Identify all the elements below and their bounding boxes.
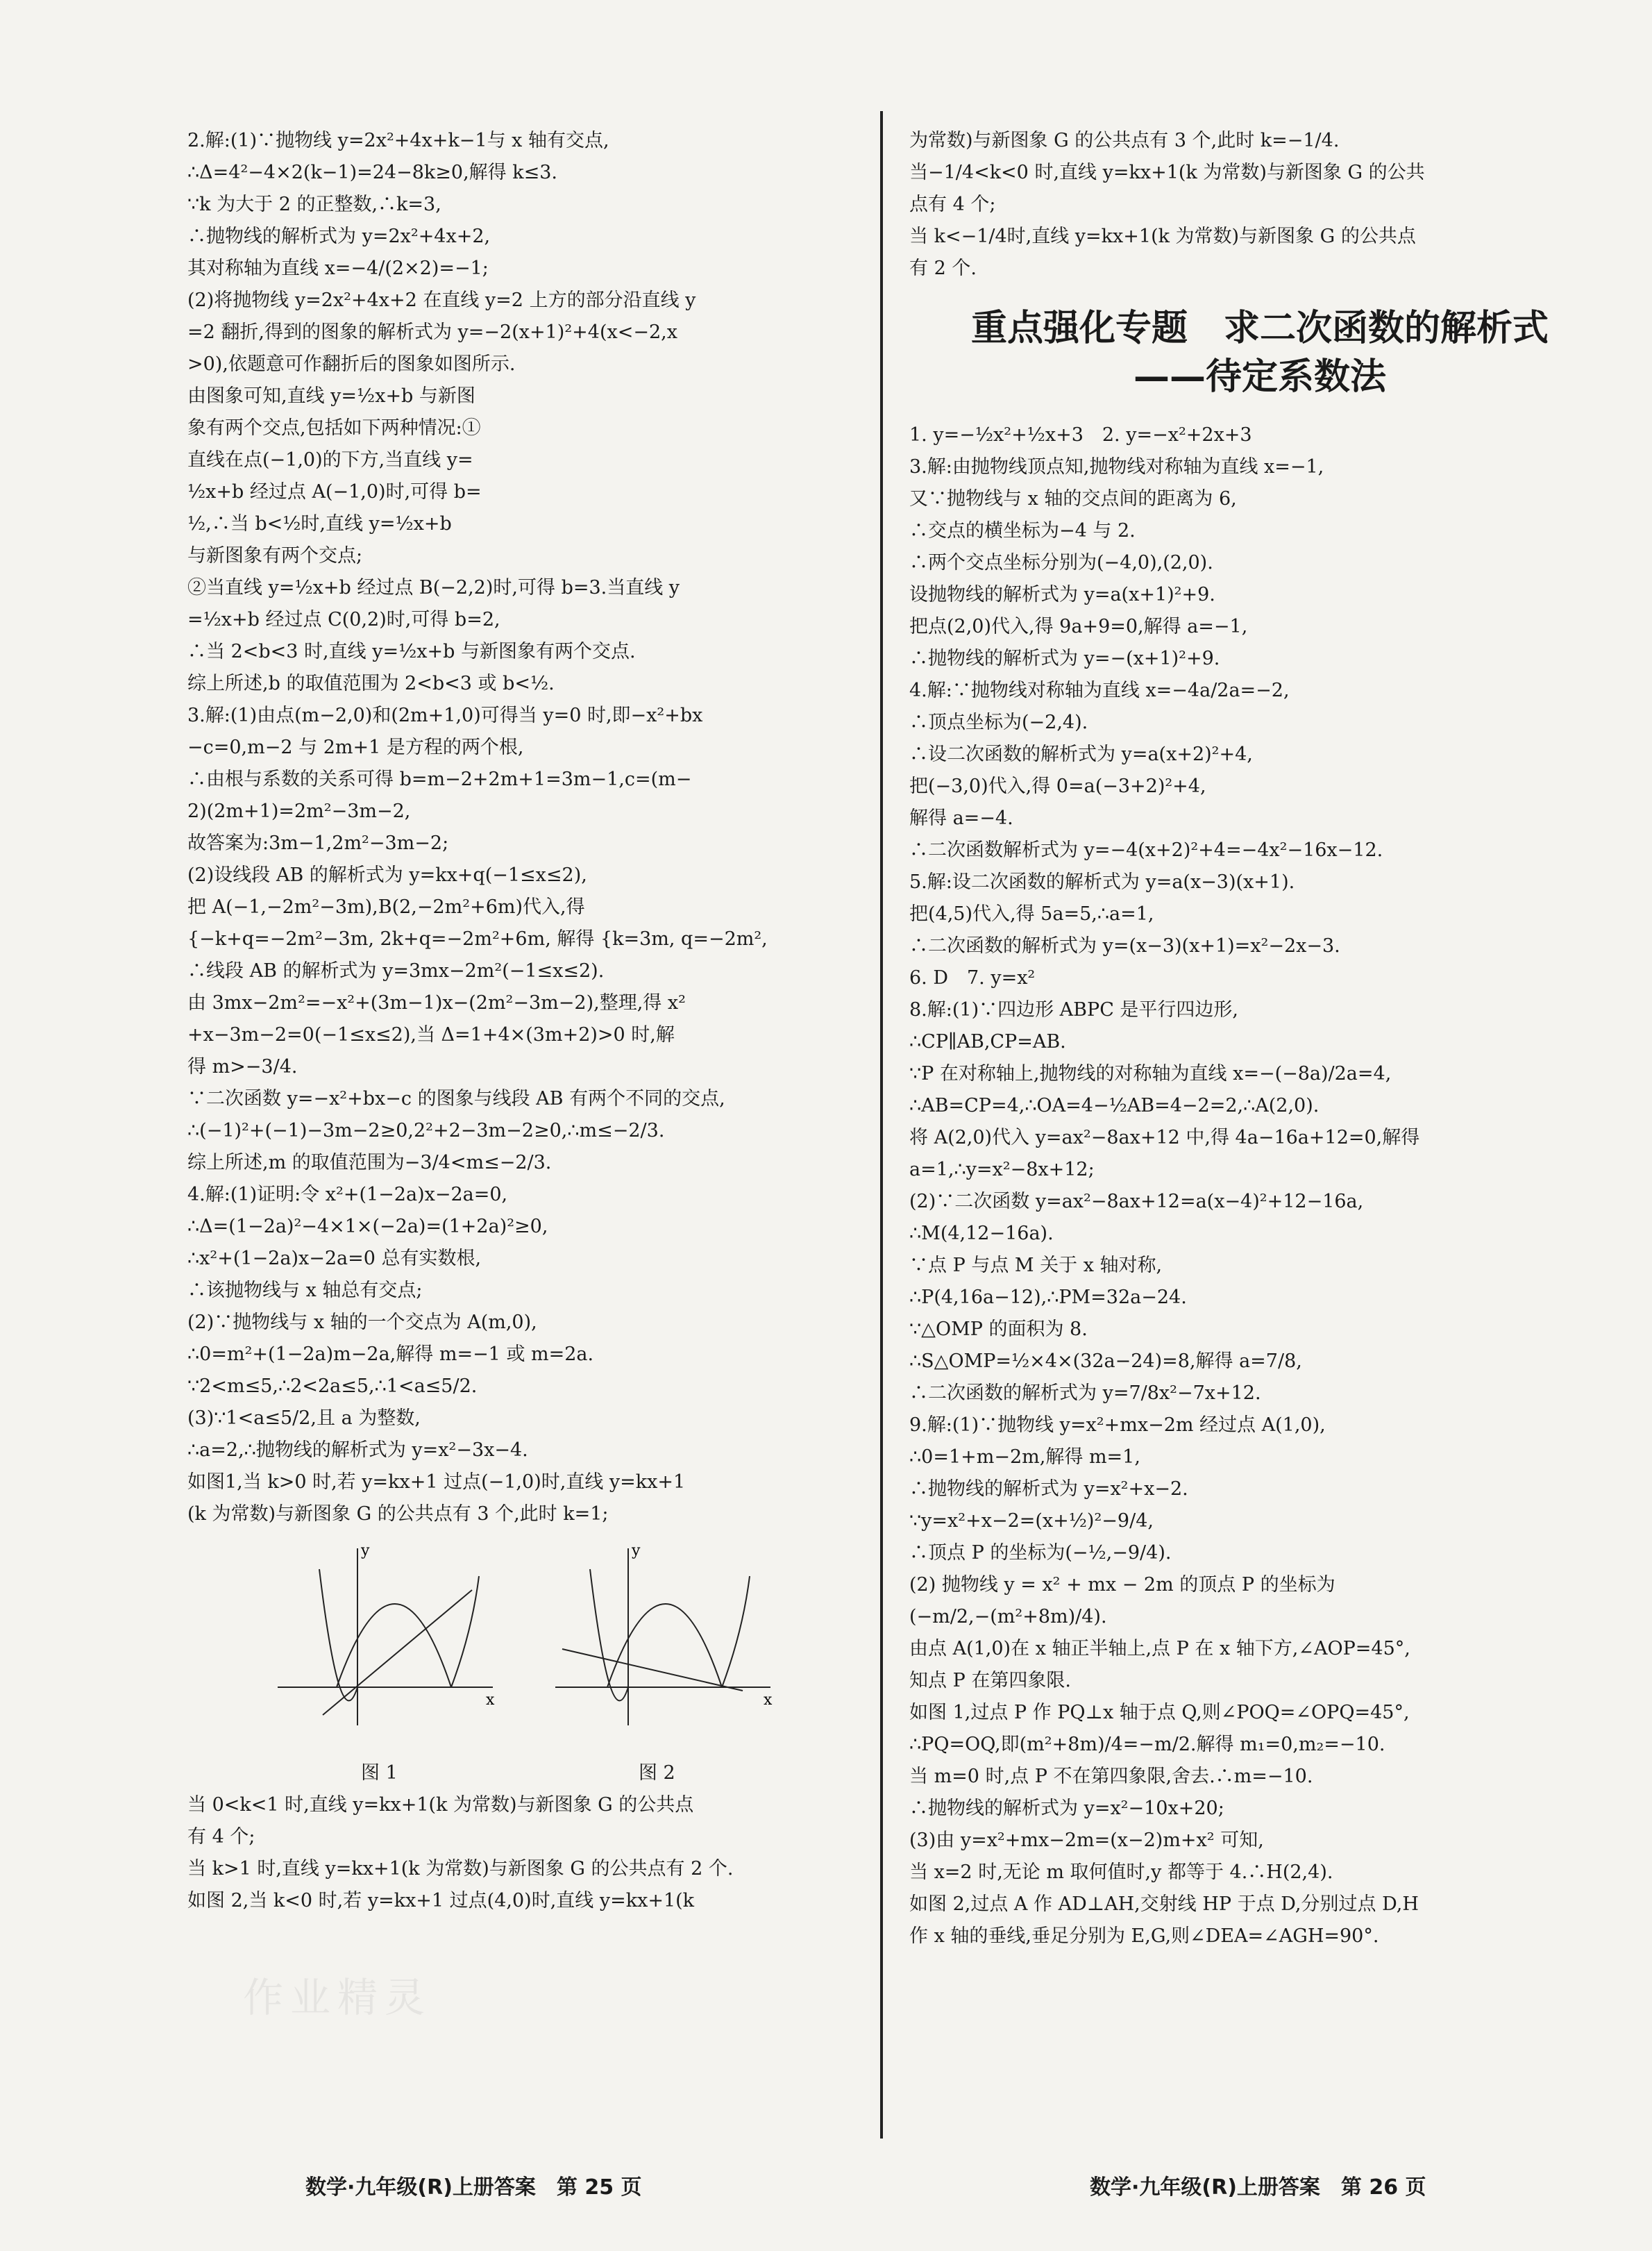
text-line: 解得 a=−4.	[909, 807, 1013, 829]
watermark: 作业精灵	[243, 1974, 432, 2021]
text-line: a=1,∴y=x²−8x+12;	[909, 1159, 1095, 1180]
left-text-block-b	[187, 1789, 854, 1917]
text-line: ∵2<m≤5,∴2<2a≤5,∴1<a≤5/2.	[187, 1375, 478, 1397]
figure-captions	[187, 1757, 854, 1789]
text-line: 当 x=2 时,无论 m 取何值时,y 都等于 4.∴H(2,4).	[909, 1861, 1333, 1883]
text-line: =2 翻折,得到的图象的解析式为 y=−2(x+1)²+4(x<−2,x	[187, 321, 677, 343]
text-line: ∴x²+(1−2a)x−2a=0 总有实数根,	[187, 1248, 482, 1269]
graph-fig2	[555, 1548, 770, 1725]
right-text-block-b	[909, 419, 1610, 1952]
text-line: 故答案为:3m−1,2m²−3m−2;	[187, 832, 449, 854]
text-line: ½,∴当 b<½时,直线 y=½x+b	[187, 513, 452, 535]
text-line: 综上所述,b 的取值范围为 2<b<3 或 b<½.	[187, 673, 555, 694]
text-line: 5.解:设二次函数的解析式为 y=a(x−3)(x+1).	[909, 871, 1295, 893]
text-line: ∴二次函数解析式为 y=−4(x+2)²+4=−4x²−16x−12.	[909, 839, 1383, 861]
text-line: 当 0<k<1 时,直线 y=kx+1(k 为常数)与新图象 G 的公共点	[187, 1794, 694, 1816]
figure-1-2	[187, 1534, 812, 1743]
text-line: 由图象可知,直线 y=½x+b 与新图	[187, 385, 475, 407]
text-line: ∴抛物线的解析式为 y=2x²+4x+2,	[187, 226, 491, 247]
text-line: >0),依题意可作翻折后的图象如图所示.	[187, 353, 516, 375]
text-line: ∴抛物线的解析式为 y=−(x+1)²+9.	[909, 648, 1220, 669]
fig1-x-label: x	[486, 1691, 495, 1709]
text-line: ∴设二次函数的解析式为 y=a(x+2)²+4,	[909, 744, 1253, 765]
text-line: 为常数)与新图象 G 的公共点有 3 个,此时 k=−1/4.	[909, 130, 1340, 151]
section-title-line2: ——待定系数法	[1133, 356, 1386, 398]
text-line: ∴二次函数的解析式为 y=7/8x²−7x+12.	[909, 1382, 1261, 1404]
text-line: 把 A(−1,−2m²−3m),B(2,−2m²+6m)代入,得	[187, 896, 585, 918]
text-line: ∴由根与系数的关系可得 b=m−2+2m+1=3m−1,c=(m−	[187, 769, 692, 790]
text-line: 有 4 个;	[187, 1826, 255, 1848]
text-line: 8.解:(1)∵四边形 ABPC 是平行四边形,	[909, 999, 1239, 1021]
text-line: 把(4,5)代入,得 5a=5,∴a=1,	[909, 903, 1154, 925]
text-line: 得 m>−3/4.	[187, 1056, 298, 1078]
text-line: 象有两个交点,包括如下两种情况:①	[187, 417, 481, 439]
text-line: ∴顶点 P 的坐标为(−½,−9/4).	[909, 1542, 1172, 1564]
fig2-x-label: x	[764, 1691, 773, 1709]
text-line: ∴Δ=4²−4×2(k−1)=24−8k≥0,解得 k≤3.	[187, 162, 557, 183]
text-line: 将 A(2,0)代入 y=ax²−8ax+12 中,得 4a−16a+12=0,解得	[909, 1127, 1420, 1148]
text-line: {−k+q=−2m²−3m, 2k+q=−2m²+6m, 解得 {k=3m, q=−2m²,	[187, 928, 768, 950]
text-line: (2)设线段 AB 的解析式为 y=kx+q(−1≤x≤2),	[187, 864, 587, 886]
text-line: (3)由 y=x²+mx−2m=(x−2)m+x² 可知,	[909, 1830, 1264, 1851]
footer-left: 数学·九年级(R)上册答案 第 25 页	[305, 2175, 642, 2200]
text-line: (2)将抛物线 y=2x²+4x+2 在直线 y=2 上方的部分沿直线 y	[187, 290, 696, 311]
left-text-block-a	[187, 125, 854, 1530]
text-line: ∴0=1+m−2m,解得 m=1,	[909, 1446, 1140, 1468]
text-line: 6. D 7. y=x²	[909, 967, 1036, 989]
text-line: ∴交点的横坐标为−4 与 2.	[909, 520, 1136, 542]
text-line: ∴Δ=(1−2a)²−4×1×(−2a)=(1+2a)²≥0,	[187, 1216, 548, 1237]
text-line: 有 2 个.	[909, 258, 977, 279]
text-line: ∵P 在对称轴上,抛物线的对称轴为直线 x=−(−8a)/2a=4,	[909, 1063, 1392, 1085]
fig-caption-2: 图 2	[638, 1762, 675, 1784]
text-line: 设抛物线的解析式为 y=a(x+1)²+9.	[909, 584, 1215, 605]
text-line: (2)∵二次函数 y=ax²−8ax+12=a(x−4)²+12−16a,	[909, 1191, 1364, 1212]
text-line: ∵△OMP 的面积为 8.	[909, 1319, 1088, 1340]
text-line: 把点(2,0)代入,得 9a+9=0,解得 a=−1,	[909, 616, 1248, 637]
text-line: 知点 P 在第四象限.	[909, 1670, 1071, 1691]
column-divider	[880, 111, 883, 2139]
fig2-y-label: y	[632, 1542, 641, 1559]
text-line: 直线在点(−1,0)的下方,当直线 y=	[187, 449, 473, 471]
text-line: (2) 抛物线 y = x² + mx − 2m 的顶点 P 的坐标为	[909, 1574, 1335, 1596]
text-line: 作 x 轴的垂线,垂足分别为 E,G,则∠DEA=∠AGH=90°.	[909, 1925, 1379, 1947]
text-line: 当 k>1 时,直线 y=kx+1(k 为常数)与新图象 G 的公共点有 2 个.	[187, 1858, 734, 1880]
text-line: 1. y=−½x²+½x+3 2. y=−x²+2x+3	[909, 424, 1252, 446]
text-line: ∵k 为大于 2 的正整数,∴k=3,	[187, 194, 441, 215]
text-line: ∴抛物线的解析式为 y=x²+x−2.	[909, 1478, 1188, 1500]
text-line: ½x+b 经过点 A(−1,0)时,可得 b=	[187, 481, 482, 503]
text-line: ∴S△OMP=½×4×(32a−24)=8,解得 a=7/8,	[909, 1350, 1302, 1372]
text-line: 又∵抛物线与 x 轴的交点间的距离为 6,	[909, 488, 1237, 510]
fig1-y-label: y	[361, 1542, 370, 1559]
text-line: ∴顶点坐标为(−2,4).	[909, 712, 1088, 733]
text-line: ∴P(4,16a−12),∴PM=32a−24.	[909, 1287, 1187, 1308]
text-line: ②当直线 y=½x+b 经过点 B(−2,2)时,可得 b=3.当直线 y	[187, 577, 680, 599]
right-column	[909, 125, 1610, 1952]
text-line: 综上所述,m 的取值范围为−3/4<m≤−2/3.	[187, 1152, 552, 1173]
text-line: ∴该抛物线与 x 轴总有交点;	[187, 1280, 423, 1301]
text-line: (−m/2,−(m²+8m)/4).	[909, 1606, 1107, 1627]
text-line: 点有 4 个;	[909, 194, 996, 215]
text-line: 3.解:(1)由点(m−2,0)和(2m+1,0)可得当 y=0 时,即−x²+bx	[187, 705, 703, 726]
text-line: 把(−3,0)代入,得 0=a(−3+2)²+4,	[909, 776, 1206, 797]
fig-caption-1: 图 1	[361, 1762, 398, 1784]
text-line: ∴线段 AB 的解析式为 y=3mx−2m²(−1≤x≤2).	[187, 960, 605, 982]
section-title-line1: 重点强化专题 求二次函数的解析式	[970, 308, 1549, 349]
text-line: (3)∵1<a≤5/2,且 a 为整数,	[187, 1407, 421, 1429]
text-line: 如图1,当 k>0 时,若 y=kx+1 过点(−1,0)时,直线 y=kx+1	[187, 1471, 686, 1493]
text-line: ∴CP∥AB,CP=AB.	[909, 1031, 1066, 1053]
text-line: ∴(−1)²+(−1)−3m−2≥0,2²+2−3m−2≥0,∴m≤−2/3.	[187, 1120, 665, 1141]
text-line: ∴抛物线的解析式为 y=x²−10x+20;	[909, 1798, 1224, 1819]
text-line: 2.解:(1)∵抛物线 y=2x²+4x+k−1与 x 轴有交点,	[187, 130, 609, 151]
text-line: ∴两个交点坐标分别为(−4,0),(2,0).	[909, 552, 1213, 574]
left-column	[187, 125, 854, 1917]
text-line: (2)∵抛物线与 x 轴的一个交点为 A(m,0),	[187, 1312, 537, 1333]
text-line: 由 3mx−2m²=−x²+(3m−1)x−(2m²−3m−2),整理,得 x²	[187, 992, 686, 1014]
text-line: 4.解:(1)证明:令 x²+(1−2a)x−2a=0,	[187, 1184, 508, 1205]
text-line: 与新图象有两个交点;	[187, 545, 363, 567]
text-line: 当−1/4<k<0 时,直线 y=kx+1(k 为常数)与新图象 G 的公共	[909, 162, 1425, 183]
text-line: 2)(2m+1)=2m²−3m−2,	[187, 801, 411, 822]
text-line: ∴当 2<b<3 时,直线 y=½x+b 与新图象有两个交点.	[187, 641, 636, 662]
text-line: 当 m=0 时,点 P 不在第四象限,舍去.∴m=−10.	[909, 1766, 1313, 1787]
section-title	[909, 304, 1610, 401]
text-line: 如图 1,过点 P 作 PQ⊥x 轴于点 Q,则∠POQ=∠OPQ=45°,	[909, 1702, 1410, 1723]
text-line: 4.解:∵抛物线对称轴为直线 x=−4a/2a=−2,	[909, 680, 1290, 701]
text-line: 如图 2,当 k<0 时,若 y=kx+1 过点(4,0)时,直线 y=kx+1(k	[187, 1890, 695, 1911]
graph-fig1	[278, 1548, 493, 1725]
text-line: 如图 2,过点 A 作 AD⊥AH,交射线 HP 于点 D,分别过点 D,H	[909, 1893, 1419, 1915]
text-line: +x−3m−2=0(−1≤x≤2),当 Δ=1+4×(3m+2)>0 时,解	[187, 1024, 675, 1046]
text-line: ∵点 P 与点 M 关于 x 轴对称,	[909, 1255, 1163, 1276]
text-line: ∴AB=CP=4,∴OA=4−½AB=4−2=2,∴A(2,0).	[909, 1095, 1320, 1116]
text-line: ∴PQ=OQ,即(m²+8m)/4=−m/2.解得 m₁=0,m₂=−10.	[909, 1734, 1385, 1755]
text-line: ∵二次函数 y=−x²+bx−c 的图象与线段 AB 有两个不同的交点,	[187, 1088, 725, 1110]
text-line: 其对称轴为直线 x=−4/(2×2)=−1;	[187, 258, 489, 279]
text-line: ∵y=x²+x−2=(x+½)²−9/4,	[909, 1510, 1154, 1532]
figure-row	[187, 1534, 854, 1753]
text-line: (k 为常数)与新图象 G 的公共点有 3 个,此时 k=1;	[187, 1503, 609, 1525]
text-line: ∴二次函数的解析式为 y=(x−3)(x+1)=x²−2x−3.	[909, 935, 1340, 957]
text-line: ∴a=2,∴抛物线的解析式为 y=x²−3x−4.	[187, 1439, 528, 1461]
text-line: 当 k<−1/4时,直线 y=kx+1(k 为常数)与新图象 G 的公共点	[909, 226, 1416, 247]
right-text-block-a	[909, 125, 1610, 285]
text-line: ∴M(4,12−16a).	[909, 1223, 1054, 1244]
footer-right: 数学·九年级(R)上册答案 第 26 页	[1090, 2175, 1426, 2200]
text-line: 9.解:(1)∵抛物线 y=x²+mx−2m 经过点 A(1,0),	[909, 1414, 1326, 1436]
text-line: ∴0=m²+(1−2a)m−2a,解得 m=−1 或 m=2a.	[187, 1344, 594, 1365]
text-line: 3.解:由抛物线顶点知,抛物线对称轴为直线 x=−1,	[909, 456, 1324, 478]
text-line: −c=0,m−2 与 2m+1 是方程的两个根,	[187, 737, 524, 758]
text-line: 由点 A(1,0)在 x 轴正半轴上,点 P 在 x 轴下方,∠AOP=45°,	[909, 1638, 1410, 1659]
text-line: =½x+b 经过点 C(0,2)时,可得 b=2,	[187, 609, 500, 630]
